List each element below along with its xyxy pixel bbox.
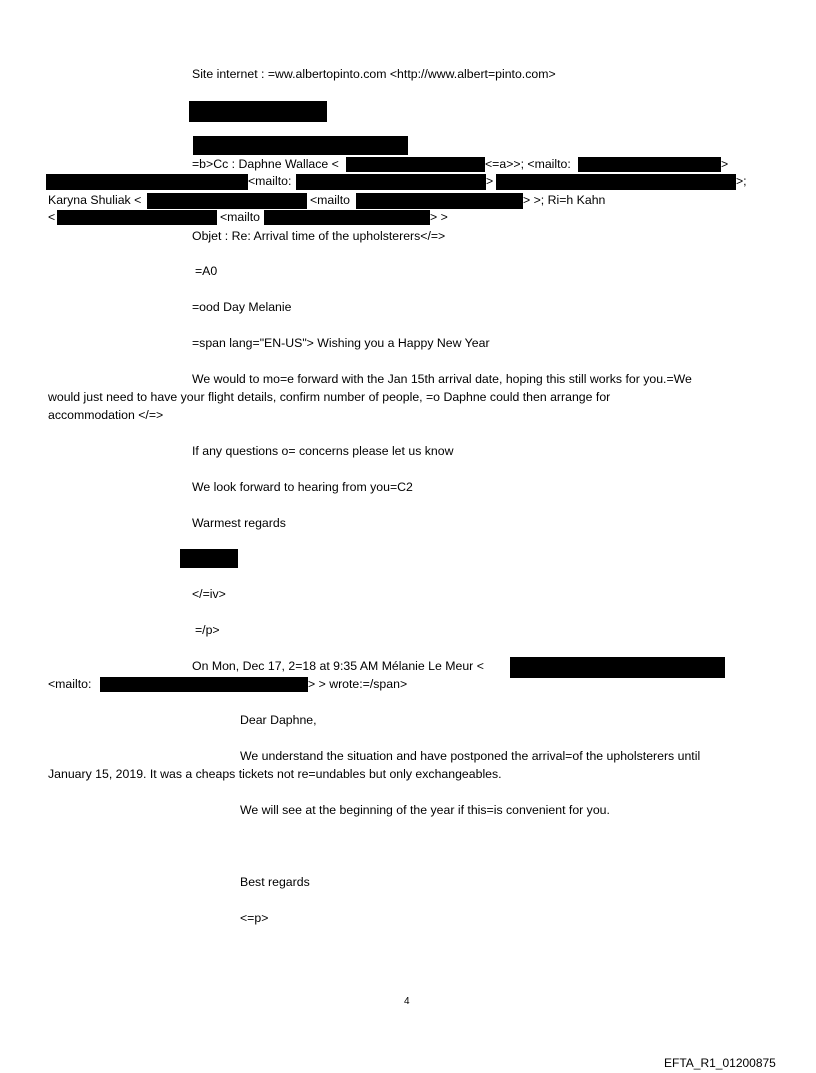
redaction-box: [147, 193, 307, 209]
cc-gt: >: [721, 157, 729, 171]
cc2-mailto: <mailto:: [248, 174, 292, 188]
redaction-box: [46, 174, 248, 190]
div-close-tag: </=iv>: [192, 587, 226, 601]
bates-number: EFTA_R1_01200875: [664, 1056, 776, 1070]
redaction-box: [578, 157, 721, 172]
subject-line: Objet : Re: Arrival time of the upholsterers</=>: [192, 229, 446, 243]
quoted-greeting: Dear Daphne,: [240, 713, 317, 727]
questions-line: If any questions o= concerns please let us know: [192, 444, 454, 458]
nbsp-code: =A0: [195, 264, 218, 278]
quoted-header: On Mon, Dec 17, 2=18 at 9:35 AM Mélanie Le Meur <: [192, 659, 484, 673]
page-number: 4: [404, 996, 410, 1007]
karyna-label: Karyna Shuliak <: [48, 193, 142, 207]
cc2-end: >;: [736, 174, 747, 188]
redaction-box: [346, 157, 485, 172]
rich-kahn-label: > >; Ri=h Kahn: [523, 193, 606, 207]
quoted-mailto: <mailto:: [48, 677, 92, 691]
look-forward-line: We look forward to hearing from you=C2: [192, 480, 413, 494]
wrote-line: > > wrote:=/span>: [308, 677, 408, 691]
site-internet-line: Site internet : =ww.albertopinto.com <http://www.albert=pinto.com>: [192, 67, 556, 81]
redaction-box: [57, 210, 217, 225]
paragraph-line: accommodation </=>: [48, 408, 164, 422]
gt-gt: > >: [430, 210, 448, 224]
quoted-see-line: We will see at the beginning of the year if this=is convenient for you.: [240, 803, 610, 817]
karyna-mailto: <mailto: [310, 193, 350, 207]
new-year-wish: =span lang="EN-US"> Wishing you a Happy New Year: [192, 336, 490, 350]
redaction-box: [264, 210, 430, 225]
redaction-box: [496, 174, 736, 190]
redaction-box: [189, 101, 327, 122]
redaction-box: [180, 549, 238, 568]
redaction-box: [193, 136, 408, 155]
redaction-box: [100, 677, 308, 692]
cc-mailto-text: <=a>>; <mailto:: [485, 157, 571, 171]
cc-label: =b>Cc : Daphne Wallace <: [192, 157, 339, 171]
p-tag: <=p>: [240, 911, 269, 925]
paragraph-line: would just need to have your flight details, confirm number of people, =o Daphne could then arrange for: [48, 390, 611, 404]
quoted-sign-off: Best regards: [240, 875, 310, 889]
lt-sign: <: [48, 210, 56, 224]
redaction-box: [510, 657, 725, 678]
sign-off: Warmest regards: [192, 516, 286, 530]
mailto-short: <mailto: [220, 210, 260, 224]
redaction-box: [296, 174, 486, 190]
quoted-paragraph-line: We understand the situation and have postponed the arrival=of the upholsterers until: [240, 749, 701, 763]
redaction-box: [356, 193, 523, 209]
quoted-paragraph-line: January 15, 2019. It was a cheaps tickets not re=undables but only exchangeables.: [48, 767, 502, 781]
cc2-gt: >: [486, 174, 494, 188]
greeting: =ood Day Melanie: [192, 300, 292, 314]
p-close-tag: =/p>: [195, 623, 220, 637]
paragraph-line: We would to mo=e forward with the Jan 15th arrival date, hoping this still works for you.=We: [192, 372, 692, 386]
